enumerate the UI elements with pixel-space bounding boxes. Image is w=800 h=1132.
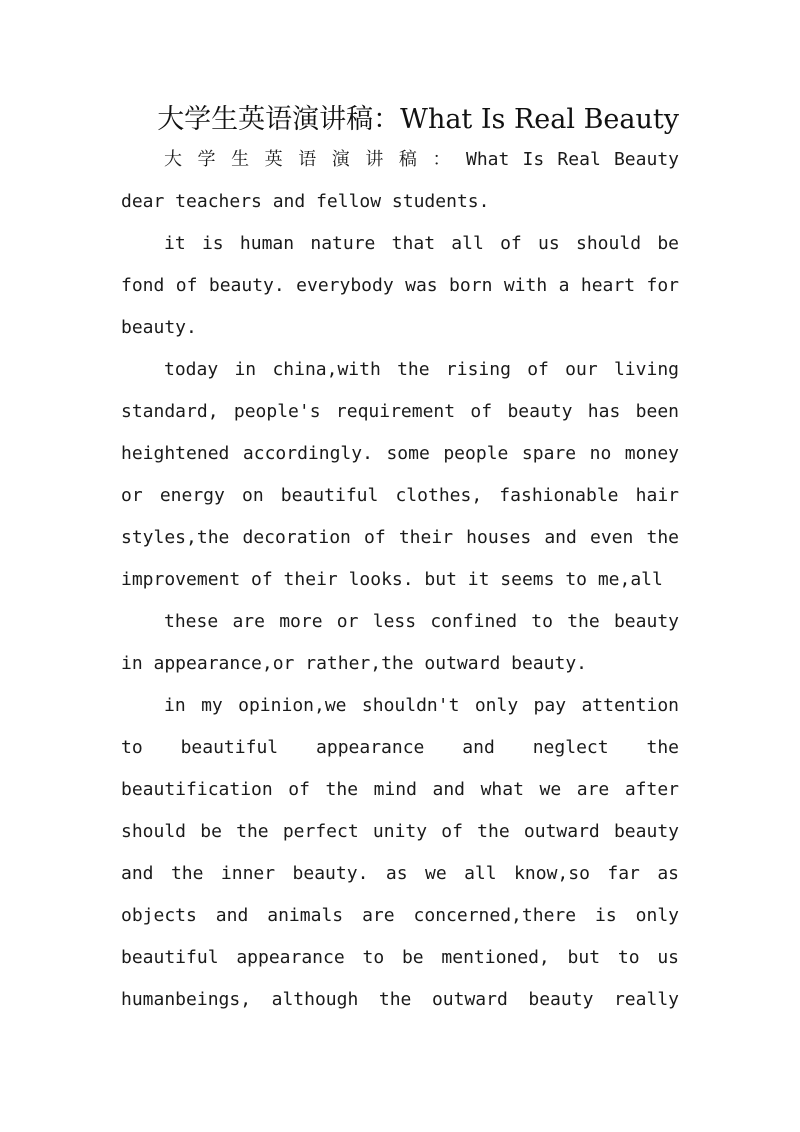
text-line-7: standard, people's requirement of beauty has been — [121, 401, 679, 422]
text-line-4: fond of beauty. everybody was born with a heart for — [121, 275, 679, 296]
text-line-18: and the inner beauty. as we all know,so far as — [121, 863, 679, 884]
text-line-17: should be the perfect unity of the outward beauty — [121, 821, 679, 842]
text-line-8: heightened accordingly. some people spare no money — [121, 443, 679, 464]
text-line-19: objects and animals are concerned,there is only — [121, 905, 679, 926]
text-line-3: it is human nature that all of us should be — [164, 233, 679, 254]
text-line-16: beautification of the mind and what we are after — [121, 779, 679, 800]
text-line-21: humanbeings, although the outward beauty really — [121, 989, 679, 1010]
text-line-10: styles,the decoration of their houses and even the — [121, 527, 679, 548]
text-line-9: or energy on beautiful clothes, fashionable hair — [121, 485, 679, 506]
text-line-1: 大 学 生 英 语 演 讲 稿 ： What Is Real Beauty — [164, 149, 679, 170]
text-line-15: to beautiful appearance and neglect the — [121, 737, 679, 758]
text-line-12: these are more or less confined to the beauty — [164, 611, 679, 632]
text-line-13: in appearance,or rather,the outward beauty. — [121, 653, 587, 674]
text-line-6: today in china,with the rising of our living — [164, 359, 679, 380]
text-line-20: beautiful appearance to be mentioned, but to us — [121, 947, 679, 968]
text-line-14: in my opinion,we shouldn't only pay attention — [164, 695, 679, 716]
document-title: 大学生英语演讲稿：What Is Real Beauty — [157, 104, 679, 135]
text-line-11: improvement of their looks. but it seems to me,all — [121, 569, 663, 590]
text-line-2: dear teachers and fellow students. — [121, 191, 490, 212]
text-line-5: beauty. — [121, 317, 197, 338]
